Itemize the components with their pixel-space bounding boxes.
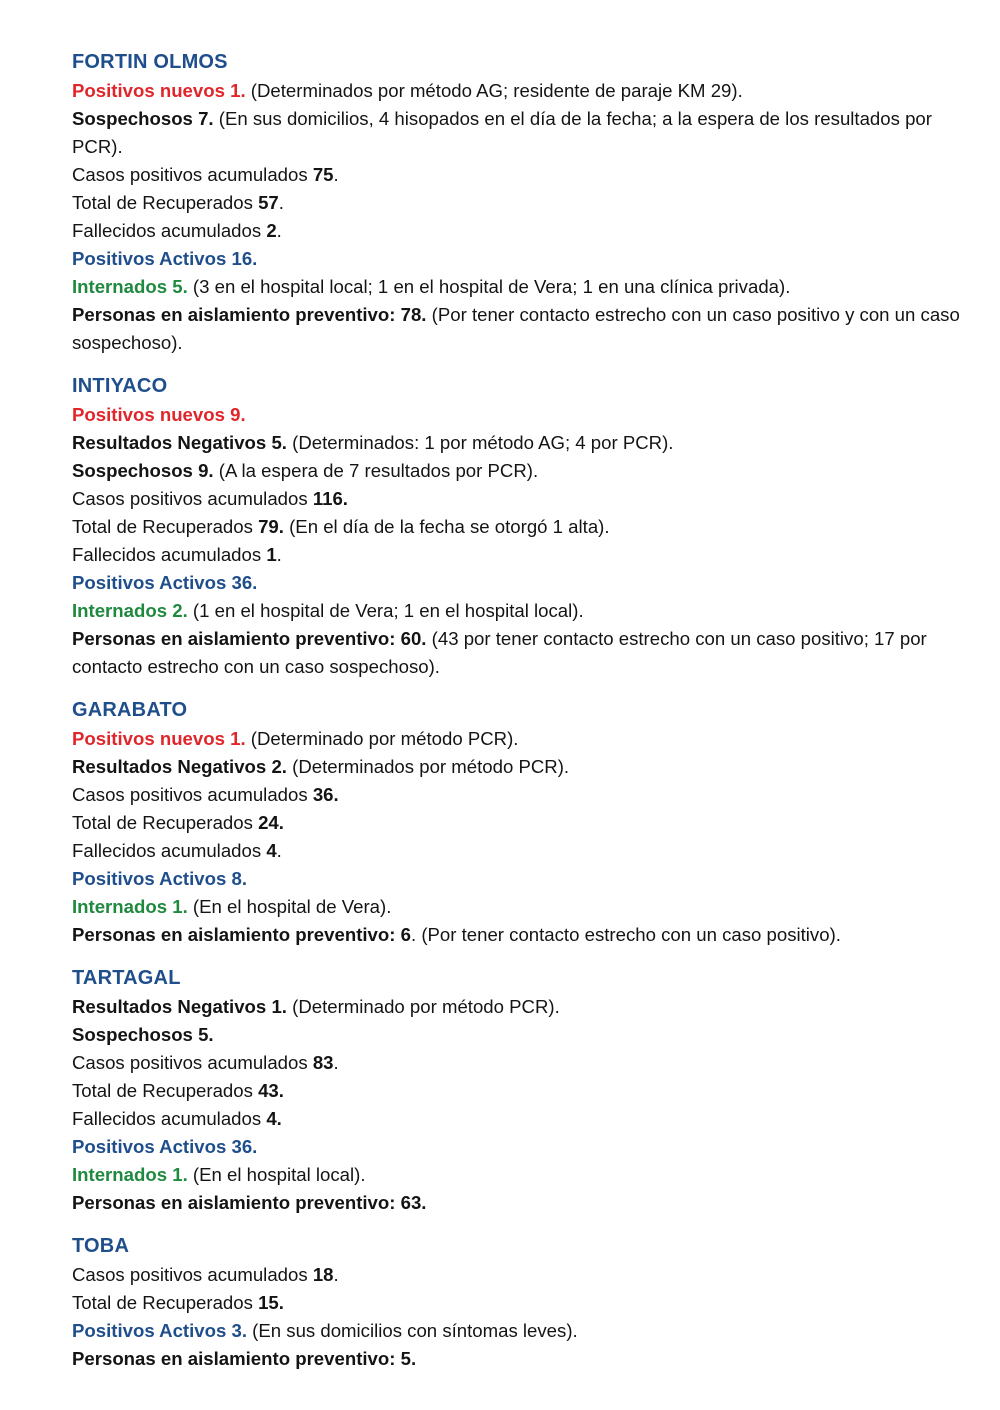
stat-value: 9. [230,404,246,425]
stat-note: (Por tener contacto estrecho con un caso positivo). [421,924,841,945]
stat-line [72,809,960,837]
stat-note: (Determinados: 1 por método AG; 4 por PCR). [292,432,674,453]
stat-value: 2. [271,756,287,777]
locality-section [72,964,960,1217]
stat-value: 6 [400,924,411,945]
stat-label: Positivos nuevos [72,80,225,101]
stat-value: 18 [312,1264,334,1285]
stat-note: (Determinados por método PCR). [292,756,570,777]
stat-value: 1. [172,1164,188,1185]
locality-section [72,372,960,681]
stat-line [72,301,960,357]
stat-value: 5. [172,276,188,297]
stat-line [72,245,960,273]
stat-note: (Determinado por método PCR). [292,996,560,1017]
stat-value: 5. [271,432,287,453]
stat-line [72,1317,960,1345]
stat-value: 116. [312,488,348,509]
stat-punctuation: . [276,544,282,565]
stat-line [72,457,960,485]
stat-value: 83 [312,1052,334,1073]
stat-value: 1. [271,996,287,1017]
stat-value: 5. [198,1024,214,1045]
stat-label: Positivos Activos [72,1136,232,1157]
stat-value: 57 [258,192,279,213]
stat-value: 3. [231,1320,247,1341]
stat-label: Total de Recuperados [72,812,253,833]
stat-punctuation: . [333,1052,339,1073]
stat-line [72,837,960,865]
locality-section [72,48,960,357]
stat-note: (Determinado por método PCR). [250,728,519,749]
stat-value: 8. [231,868,247,889]
stat-label: Total de Recuperados [72,1080,253,1101]
stat-label: Personas en aislamiento preventivo: [72,1192,396,1213]
stat-value: 5. [400,1348,417,1369]
stat-punctuation: . [276,220,282,241]
stat-line [72,993,960,1021]
stat-label: Sospechosos [72,108,193,129]
stat-line [72,1049,960,1077]
stat-line [72,189,960,217]
stat-line [72,1077,960,1105]
stat-label: Sospechosos [72,460,193,481]
stat-value: 9. [198,460,214,481]
stat-line [72,1261,960,1289]
stat-value: 75 [312,164,334,185]
locality-title: TOBA [72,1235,130,1257]
stat-line [72,1161,960,1189]
stat-note: (1 en el hospital de Vera; 1 en el hospital local). [192,600,584,621]
stat-line [72,541,960,569]
stat-value: 2 [266,220,277,241]
stat-line [72,1105,960,1133]
stat-line [72,217,960,245]
stat-value: 4 [266,840,277,861]
stat-value: 7. [198,108,214,129]
stat-note: (En el día de la fecha se otorgó 1 alta). [289,516,610,537]
stat-line [72,401,960,429]
stat-line [72,781,960,809]
stat-punctuation: . [278,192,284,213]
locality-title: GARABATO [72,699,188,721]
stat-value: 15. [258,1292,284,1313]
stat-label: Personas en aislamiento preventivo: [72,628,396,649]
stat-label: Sospechosos [72,1024,193,1045]
stat-line [72,893,960,921]
stat-label: Internados [72,276,168,297]
stat-label: Fallecidos acumulados [72,544,262,565]
stat-label: Fallecidos acumulados [72,840,262,861]
stat-label: Internados [72,896,168,917]
stat-value: 16. [231,248,258,269]
stat-line [72,753,960,781]
stat-line [72,429,960,457]
stat-label: Fallecidos acumulados [72,1108,262,1129]
stat-value: 63. [400,1192,427,1213]
stat-label: Internados [72,600,168,621]
locality-title: INTIYACO [72,375,168,397]
stat-label: Casos positivos acumulados [72,1052,308,1073]
stat-label: Positivos nuevos [72,404,225,425]
stat-label: Total de Recuperados [72,1292,253,1313]
stat-note: (Por tener contacto estrecho con un caso positivo y con un caso sospechoso). [72,304,960,353]
stat-punctuation: . [333,1264,339,1285]
stat-note: (A la espera de 7 resultados por PCR). [218,460,539,481]
stat-label: Resultados Negativos [72,756,267,777]
stat-label: Personas en aislamiento preventivo: [72,924,396,945]
stat-punctuation: . [276,840,282,861]
stat-note: (43 por tener contacto estrecho con un caso positivo; 17 por contacto estrecho con un caso sospechoso). [72,628,927,677]
stat-value: 2. [172,600,188,621]
stat-label: Positivos Activos [72,1320,232,1341]
stat-label: Casos positivos acumulados [72,164,308,185]
stat-line [72,1021,960,1049]
stat-value: 1. [172,896,188,917]
stat-label: Personas en aislamiento preventivo: [72,1348,396,1369]
stat-line [72,161,960,189]
stat-line [72,625,960,681]
stat-line [72,105,960,161]
stat-label: Casos positivos acumulados [72,1264,308,1285]
stat-line [72,485,960,513]
stat-line [72,77,960,105]
stat-label: Fallecidos acumulados [72,220,262,241]
stat-label: Positivos nuevos [72,728,225,749]
stat-note: (Determinados por método AG; residente de paraje KM 29). [250,80,743,101]
stat-note: (3 en el hospital local; 1 en el hospital de Vera; 1 en una clínica privada). [192,276,791,297]
stat-value: 78. [400,304,427,325]
stat-line [72,1189,960,1217]
stat-punctuation: . [410,924,417,945]
stat-line [72,1345,960,1373]
stat-label: Resultados Negativos [72,432,267,453]
stat-line [72,513,960,541]
stat-value: 79. [258,516,284,537]
stat-line [72,1289,960,1317]
stat-punctuation: . [333,164,339,185]
locality-section [72,1232,960,1373]
stat-value: 36. [312,784,339,805]
stat-label: Casos positivos acumulados [72,784,308,805]
stat-line [72,921,960,949]
stat-label: Resultados Negativos [72,996,267,1017]
stat-label: Total de Recuperados [72,192,253,213]
stat-value: 60. [400,628,427,649]
stat-line [72,597,960,625]
stat-note: (En sus domicilios con síntomas leves). [252,1320,578,1341]
stat-label: Positivos Activos [72,868,227,889]
stat-value: 36. [231,1136,258,1157]
stat-value: 1. [230,728,246,749]
stat-label: Total de Recuperados [72,516,253,537]
stat-value: 1. [230,80,246,101]
stat-label: Positivos Activos [72,248,227,269]
stat-value: 4. [266,1108,282,1129]
locality-title: TARTAGAL [72,967,181,989]
stat-label: Personas en aislamiento preventivo: [72,304,396,325]
stat-line [72,273,960,301]
stat-note: (En sus domicilios, 4 hisopados en el día de la fecha; a la espera de los resultados por PCR). [72,108,932,157]
stat-label: Internados [72,1164,168,1185]
stat-value: 36. [231,572,258,593]
locality-section [72,696,960,949]
stat-line [72,569,960,597]
stat-label: Casos positivos acumulados [72,488,308,509]
stat-note: (En el hospital de Vera). [192,896,392,917]
stat-value: 43. [258,1080,284,1101]
stat-value: 1 [266,544,277,565]
stat-line [72,1133,960,1161]
stat-note: (En el hospital local). [192,1164,366,1185]
stat-line [72,865,960,893]
locality-title: FORTIN OLMOS [72,51,228,73]
stat-line [72,725,960,753]
stat-label: Positivos Activos [72,572,232,593]
stat-value: 24. [258,812,284,833]
